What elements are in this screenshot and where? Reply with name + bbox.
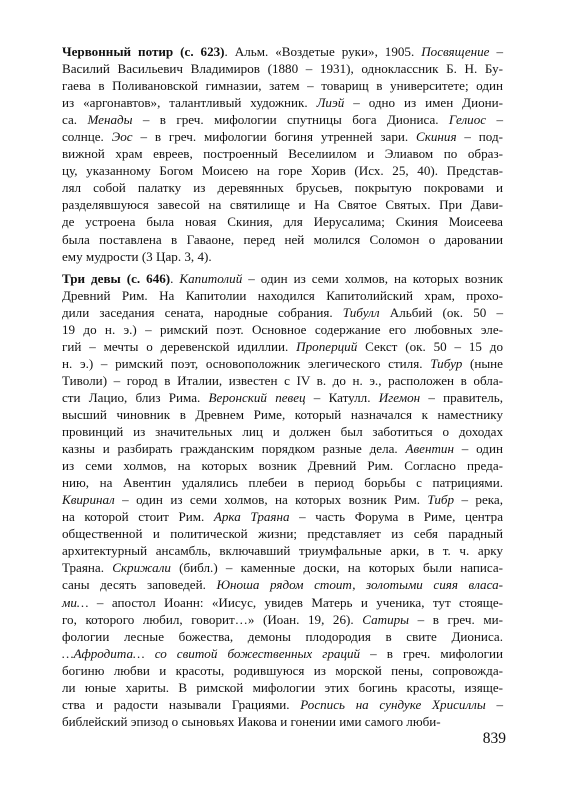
text-run: саны десять заповедей. [62, 577, 217, 593]
term-italic: Менады [87, 112, 133, 128]
text-line [62, 355, 503, 372]
entry-heading: Червонный потир (с. 623) [62, 44, 225, 59]
text-line [62, 457, 503, 474]
text-run: вижной храм евреев, построенный Веселиилом и Элиавом по образ- [62, 146, 503, 162]
document-body [62, 43, 503, 735]
text-run: – в греч. ми- [409, 611, 503, 627]
term-italic: Сатиры [362, 611, 410, 627]
text-run: го, которого любил, говорит…» (Иоан. 19, 26). [62, 611, 363, 627]
text-run: н. э.) – римский поэт, основоположник элегического стиля. [62, 355, 431, 371]
text-line [62, 43, 503, 60]
term-italic: Арка Траяна [213, 509, 290, 525]
text-run: казны и разбирать гражданским порядком разные дела. [62, 441, 406, 457]
text-run: – один [453, 441, 503, 457]
text-run: ли юные хариты. В римской мифологии этих богинь красоты, изяще- [62, 679, 503, 695]
text-run: де устроена была новая Скиния, для Иерусалима; Скиния Моисеева [62, 214, 503, 230]
page-number: 839 [482, 730, 506, 747]
text-line [62, 111, 503, 128]
text-run: 19 до н. э.) – римский поэт. Основное содержание его любовных эле- [62, 321, 503, 337]
text-line [62, 559, 503, 576]
term-italic: Тибулл [342, 304, 380, 320]
text-run: разделявшуюся завесой на святилище и На Святое Святых. При Дави- [62, 197, 503, 213]
text-run: – часть Форума в Риме, центра [289, 509, 504, 525]
text-run: богиню любви и красоты, родившуюся из морской пены, сопровожда- [62, 662, 503, 678]
text-run: Тиволи) – город в Италии, известен с IV в. до н. э., расположен в обла- [62, 372, 503, 388]
term-italic: Веронский певец [208, 389, 306, 405]
text-line [62, 128, 503, 145]
text-run: архитектурный ансамбль, включавший триумфальные арки, в т. ч. арку [62, 543, 503, 559]
text-line [62, 60, 503, 77]
text-run: ему мудрости (3 Цар. 3, 4). [62, 248, 212, 264]
text-run: сти Лацио, близ Рима. [62, 389, 209, 405]
term-italic: …Афродита… со свитой божественных граций [62, 645, 361, 661]
text-line [62, 611, 503, 628]
text-run: гий – мечты о деревенской идиллии. [62, 338, 297, 354]
text-run: (библ.) – каменные доски, на которых были написа- [170, 560, 504, 576]
text-line [62, 696, 503, 713]
text-line [62, 231, 503, 248]
text-line [62, 196, 503, 213]
text-run: – одно из имен Диони- [344, 95, 503, 111]
text-run: Древний Рим. На Капитолии находился Капитолийский храм, прохо- [62, 287, 503, 303]
term-italic: Лиэй [316, 95, 345, 111]
text-line [62, 321, 503, 338]
text-line [62, 713, 503, 730]
text-run: – один из семи холмов, на которых возник Рим. [114, 492, 428, 508]
text-run: – правитель, [420, 389, 503, 405]
text-run: – [486, 112, 503, 128]
term-italic: Тибр [427, 492, 455, 508]
text-run: лял собой палатку из деревянных брусьев, покрытую покровами и [62, 180, 503, 196]
text-run: (ныне [462, 355, 503, 371]
text-line [62, 576, 503, 593]
text-run: . Альм. «Воздетые руки», 1905. [224, 44, 422, 59]
entry-heading: Три девы (с. 646) [62, 270, 171, 286]
text-run: общественной и политической жизни; представляет из себя парадный [62, 526, 503, 542]
text-line [62, 248, 503, 265]
text-run: – апостол Иоанн: «Иисус, увидев Матерь и ученика, тут стояще- [88, 594, 503, 610]
text-run: провинций из значительных лиц и должен был заботиться о доходах [62, 424, 503, 440]
text-run: фологии лесные божества, демоны плодородия в свите Диониса. [62, 628, 503, 644]
text-line [62, 162, 503, 179]
text-line [62, 338, 503, 355]
text-line [62, 389, 503, 406]
term-italic: Игемон [378, 389, 421, 405]
text-line [62, 491, 503, 508]
text-line [62, 525, 503, 542]
text-run: – [489, 44, 503, 59]
text-line [62, 213, 503, 230]
term-italic: ми… [62, 594, 89, 610]
text-run: солнце. [62, 129, 112, 145]
text-run: – [485, 696, 504, 712]
text-run: са. [62, 112, 88, 128]
text-run: Альбий (ок. 50 – [379, 304, 503, 320]
text-run: Секст (ок. 50 – 15 до [357, 338, 503, 354]
text-run: – Катулл. [305, 389, 379, 405]
text-run: ства и радости называли Грациями. [62, 696, 301, 712]
term-italic: Капитолий [179, 270, 243, 286]
text-line [62, 645, 503, 662]
text-run: из «аргонавтов», талантливый художник. [62, 95, 317, 111]
text-line [62, 179, 503, 196]
text-run: – в греч. мифологии богиня утренней зари. [132, 129, 417, 145]
text-line [62, 372, 503, 389]
text-line [62, 628, 503, 645]
term-italic: Тибур [430, 355, 463, 371]
text-run: высший чиновник в Древнем Риме, который назначался к наместнику [62, 406, 503, 422]
text-run: была поставлена в Гаваоне, перед ней молился Соломон о даровании [62, 231, 503, 247]
text-run: Траяна. [62, 560, 113, 576]
text-run: – один из семи холмов, на которых возник [242, 270, 503, 286]
text-line [62, 423, 503, 440]
text-line [62, 542, 503, 559]
term-italic: Скиния [416, 129, 457, 145]
text-line [62, 94, 503, 111]
note-entry-chervonny-potir [62, 43, 503, 265]
text-run: Василий Васильевич Владимиров (1880 – 1931), одноклассник Б. Н. Бу- [62, 61, 503, 77]
text-line [62, 508, 503, 525]
text-run: . [170, 270, 180, 286]
text-line [62, 145, 503, 162]
term-italic: Юноша рядом стоит, золотыми сияя власа- [216, 577, 503, 593]
text-line [62, 662, 503, 679]
text-line [62, 406, 503, 423]
text-line [62, 594, 503, 611]
term-italic: Роспись на сундуке Хрисиллы [300, 696, 486, 712]
text-line [62, 287, 503, 304]
term-italic: Гелиос [448, 112, 487, 128]
text-run: цу, указанному Богом Моисею на горе Хорив (Исх. 25, 40). Представ- [62, 163, 503, 179]
text-run: – в греч. мифологии спутницы бога Диониса. [132, 112, 449, 128]
text-run: из семи холмов, на которых возник Древний Рим. Согласно преда- [62, 458, 503, 474]
text-line [62, 77, 503, 94]
term-italic: Проперций [296, 338, 358, 354]
text-line [62, 474, 503, 491]
text-run: – река, [454, 492, 503, 508]
text-line [62, 679, 503, 696]
term-italic: Посвящение [421, 44, 490, 59]
term-italic: Квиринал [62, 492, 115, 508]
text-run: нию, на Авентин удалялись плебеи в период борьбы с патрициями. [62, 475, 503, 491]
note-entry-tri-devy [62, 270, 503, 730]
text-run: библейский эпизод о сыновьях Иакова и гонении ими самого люби- [62, 713, 441, 729]
term-italic: Эос [111, 129, 133, 145]
text-line [62, 304, 503, 321]
text-run: дили заседания сената, народные собрания. [62, 304, 343, 320]
text-run: гаева в Поливановской гимназии, затем – товарищ в университете; один [62, 78, 503, 94]
text-run: – в греч. мифологии [360, 645, 503, 661]
text-run: на которой стоит Рим. [62, 509, 214, 525]
term-italic: Авентин [405, 441, 454, 457]
text-run: – под- [456, 129, 503, 145]
term-italic: Скрижали [112, 560, 171, 576]
text-line [62, 270, 503, 287]
text-line [62, 440, 503, 457]
